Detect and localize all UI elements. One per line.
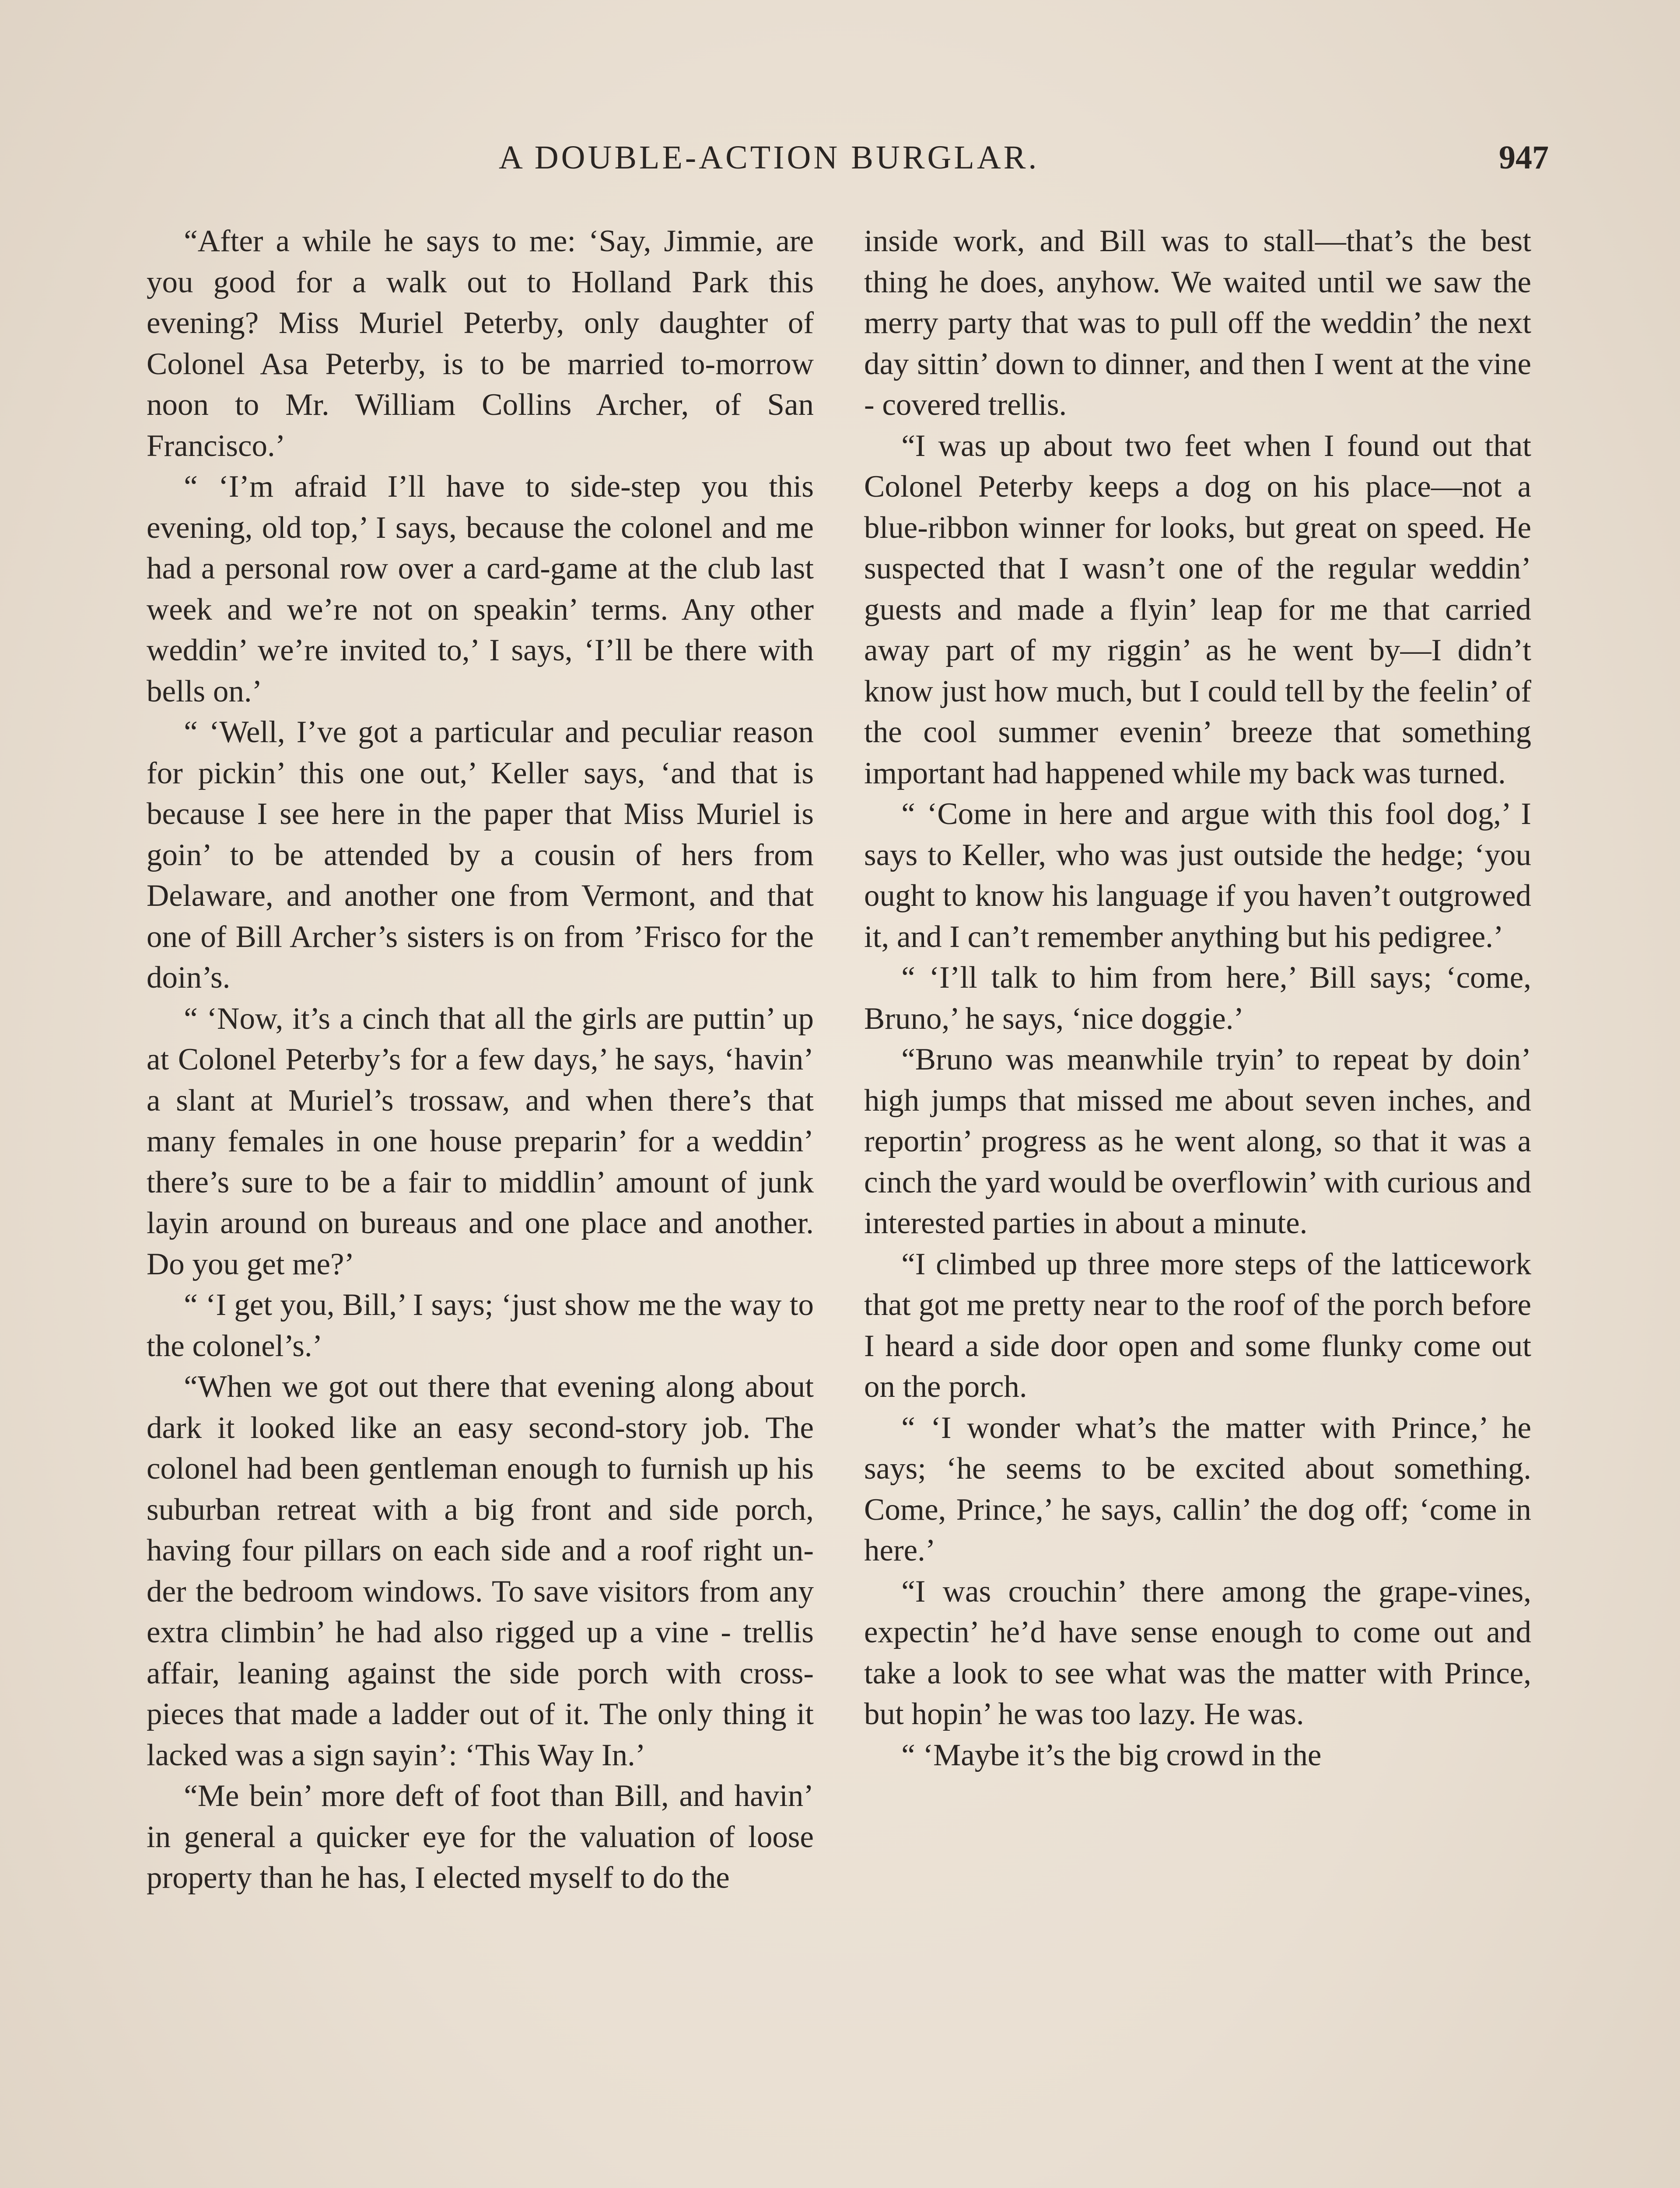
paragraph: “ ‘Maybe it’s the big crowd in the [901,1738,1322,1772]
paragraph: “ ‘Now, it’s a cinch that all the girls are puttin’ up at Colonel Peterby’s for a few days,’ he says, ‘havin’ a slant at Muriel’s trossaw, and when there’s that many females in one house preparin’ for a weddin’ there’s sure to be a fair to middlin’ amount of junk layin around on bureaus and one place and another. Do you get me?’ [147,1001,814,1281]
paragraph: “When we got out there that evening along about dark it looked like an easy second-story job. The colonel had been gentleman enough to furnish up his suburban retreat with a big front and side porch, having four pillars on each side and a roof right under the bedroom windows. To save visitors from any extra climbin’ he had also rigged up a vine - trellis affair, leaning against the side porch with cross-pieces that made a ladder out of it. The only thing it lacked was a sign sayin’: ‘This Way In.’ [147,1370,814,1772]
paragraph: “I was crouchin’ there among the grape-vines, expectin’ he’d have sense enough to come out and take a look to see what was the matter with Prince, but hopin’ he was too lazy. He was. [864,1574,1531,1731]
paragraph: “ ‘I get you, Bill,’ I says; ‘just show me the way to the colonel’s.’ [147,1288,814,1363]
paragraph: “I climbed up three more steps of the latticework that got me pretty near to the roof of the porch before I heard a side door open and some flunky come out on the porch. [864,1247,1531,1404]
paragraph: “ ‘Come in here and argue with this fool dog,’ I says to Keller, who was just outside the hedge; ‘you ought to know his language if you haven’t outgrowed it, and I can’t remember anything but his pedigree.’ [864,797,1531,954]
paragraph: inside work, and Bill was to stall—that’s the best thing he does, anyhow. We waited until we saw the merry party that was to pull off the weddin’ the next day sittin’ down to dinner, and then I went at the vine - covered trellis. [864,224,1531,422]
paragraph: “ ‘I wonder what’s the matter with Prince,’ he says; ‘he seems to be excited about something. Come, Prince,’ he says, callin’ the dog off; ‘come in here.’ [864,1410,1531,1567]
paragraph: “Me bein’ more deft of foot than Bill, and havin’ in general a quicker eye for the valuation of loose property than he has, I elected myself to do the [147,1779,814,1895]
running-title: A DOUBLE-ACTION BURGLAR. [499,139,1040,176]
paragraph: “ ‘I’ll talk to him from here,’ Bill says; ‘come, Bruno,’ he says, ‘nice doggie.’ [864,961,1531,1036]
text-column-right [864,221,1531,1776]
paragraph: “ ‘Well, I’ve got a particular and peculiar reason for pickin’ this one out,’ Keller says, ‘and that is because I see here in the paper that Miss Muriel is goin’ to be attended by a cousin of hers from Delaware, and another one from Vermont, and that one of Bill Archer’s sisters is on from ’Frisco for the doin’s. [147,715,814,995]
paragraph: “I was up about two feet when I found out that Colonel Peterby keeps a dog on his place—not a blue-ribbon winner for looks, but great on speed. He suspected that I wasn’t one of the regular weddin’ guests and made a flyin’ leap for me that carried away part of my riggin’ as he went by—I didn’t know just how much, but I could tell by the feelin’ of the cool summer evenin’ breeze that something important had happened while my back was turned. [864,428,1531,790]
paragraph: “After a while he says to me: ‘Say, Jimmie, are you good for a walk out to Holland Park this evening? Miss Muriel Peterby, only daughter of Colonel Asa Peterby, is to be married to-morrow noon to Mr. William Collins Archer, of San Francisco.’ [147,224,814,463]
paragraph: “Bruno was meanwhile tryin’ to repeat by doin’ high jumps that missed me about seven inches, and reportin’ progress as he went along, so that it was a cinch the yard would be overflowin’ with curious and interested parties in about a minute. [864,1042,1531,1240]
page-header [499,131,1549,184]
page-number: 947 [1499,139,1549,176]
text-column-left [147,221,814,1899]
paragraph: “ ‘I’m afraid I’ll have to side-step you this evening, old top,’ I says, because the colonel and me had a personal row over a card-game at the club last week and we’re not on speakin’ terms. Any other weddin’ we’re invited to,’ I says, ‘I’ll be there with bells on.’ [147,470,814,708]
